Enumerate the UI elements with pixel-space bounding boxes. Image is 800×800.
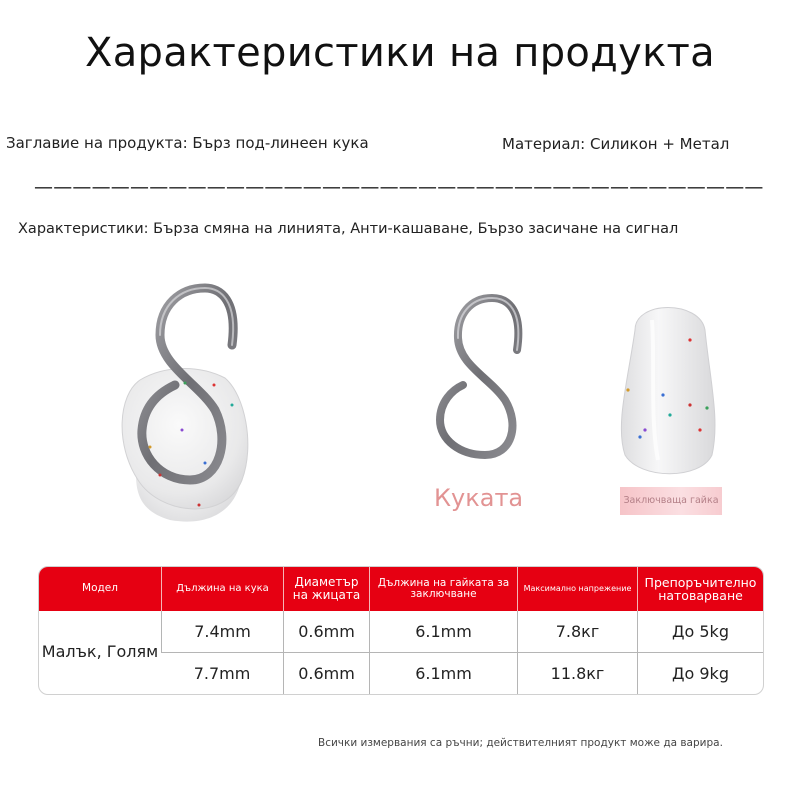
product-title-text: Заглавие на продукта: Бърз под-линеен кука: [6, 134, 369, 152]
header-nut-length: Дължина на гайката за заключване: [369, 567, 517, 611]
page-title: Характеристики на продукта: [85, 30, 715, 76]
cell-wire-diameter: 0.6mm: [283, 652, 369, 694]
silicone-bead-icon: [621, 308, 715, 474]
header-recommended-load: Препоръчително натоварване: [637, 567, 763, 611]
s-hook-icon: [440, 298, 518, 455]
features-text: Характеристики: Бърза смяна на линията, Анти-кашаване, Бързо засичане на сигнал: [18, 221, 679, 237]
table-header-row: [39, 567, 763, 611]
cell-max-tension: 7.8кг: [517, 611, 637, 652]
cell-recommended-load: До 5kg: [637, 611, 763, 652]
cell-nut-length: 6.1mm: [369, 652, 517, 694]
bead-label: Заключваща гайка: [620, 487, 722, 515]
header-max-tension: Максимално напрежение: [517, 567, 637, 611]
material-text: Материал: Силикон + Метал: [502, 135, 730, 153]
hook-label: Куката: [434, 484, 524, 512]
header-model: Модел: [39, 567, 161, 611]
footnote: Всички измервания са ръчни; действителният продукт може да варира.: [318, 737, 723, 749]
header-wire-diameter: Диаметър на жицата: [283, 567, 369, 611]
cell-hook-length: 7.4mm: [161, 611, 283, 652]
spec-table: [38, 566, 764, 695]
cell-nut-length: 6.1mm: [369, 611, 517, 652]
cell-recommended-load: До 9kg: [637, 652, 763, 694]
assembled-hook-icon: [122, 288, 248, 522]
divider: ——————————————————————————————————————: [34, 176, 764, 198]
table-row: [39, 611, 763, 652]
cell-max-tension: 11.8кг: [517, 652, 637, 694]
cell-hook-length: 7.7mm: [161, 652, 283, 694]
model-cell: Малък, Голям: [41, 642, 159, 662]
cell-wire-diameter: 0.6mm: [283, 611, 369, 652]
header-hook-length: Дължина на кука: [161, 567, 283, 611]
